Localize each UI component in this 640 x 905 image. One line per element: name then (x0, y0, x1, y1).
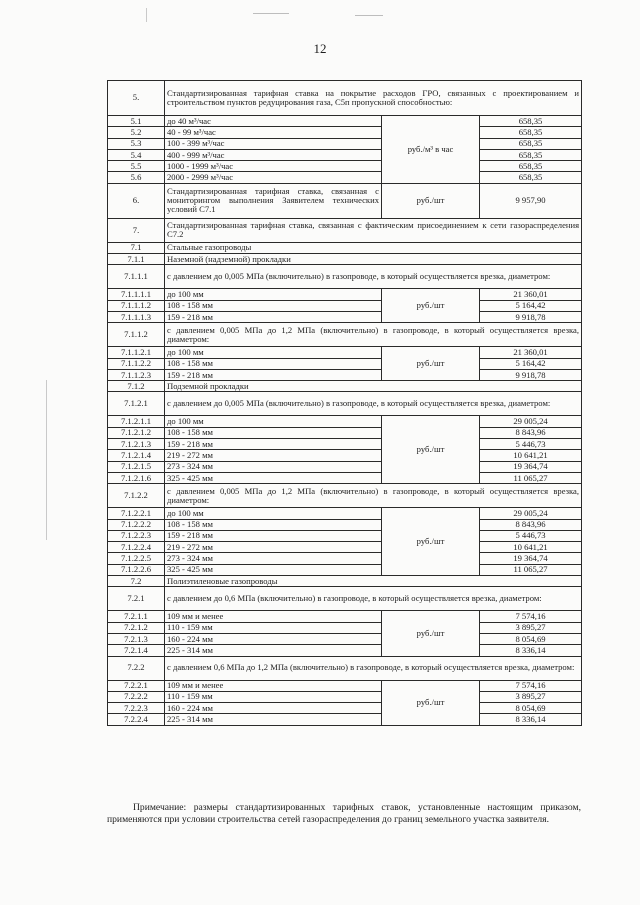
row-description: с давлением до 0,005 МПа (включительно) в газопроводе, в который осуществляется врезка, диаметром: (165, 392, 582, 416)
unit-cell: руб./шт (382, 680, 480, 725)
row-number: 7.1.2.1 (108, 392, 165, 416)
row-number: 7.1.2.2.6 (108, 564, 165, 575)
table-row (108, 564, 582, 575)
row-label: 1000 - 1999 м³/час (165, 161, 382, 172)
row-label: 159 - 218 мм (165, 439, 382, 450)
row-number: 7.1.2.2.3 (108, 530, 165, 541)
table-row (108, 508, 582, 519)
row-description: Полиэтиленовые газопроводы (165, 576, 582, 587)
row-number: 7.2.2.2 (108, 691, 165, 702)
row-description: с давлением до 0,6 МПа (включительно) в газопроводе, в который осуществляется врезка, диаметром: (165, 587, 582, 611)
row-description: Наземной (надземной) прокладки (165, 254, 582, 265)
row-description: с давлением 0,005 МПа до 1,2 МПа (включительно) в газопроводе, в который осуществляется врезка, диаметром: (165, 323, 582, 347)
row-value: 3 895,27 (480, 691, 582, 702)
row-number: 7.2.1.1 (108, 611, 165, 622)
row-value: 7 574,16 (480, 680, 582, 691)
table-row (108, 311, 582, 322)
row-label: 160 - 224 мм (165, 703, 382, 714)
row-label: до 40 м³/час (165, 116, 382, 127)
table-row (108, 300, 582, 311)
row-value: 5 446,73 (480, 530, 582, 541)
table-row (108, 576, 582, 587)
row-number: 7.2.2 (108, 656, 165, 680)
row-label: до 100 мм (165, 347, 382, 358)
row-number: 7.1.2.2.4 (108, 542, 165, 553)
row-value: 10 641,21 (480, 542, 582, 553)
row-label: 219 - 272 мм (165, 450, 382, 461)
table-row (108, 656, 582, 680)
page-number: 12 (313, 41, 327, 56)
table-row (108, 553, 582, 564)
table-row (108, 714, 582, 725)
table-row (108, 645, 582, 656)
row-description: с давлением 0,005 МПа до 1,2 МПа (включительно) в газопроводе, в который осуществляется врезка, диаметром: (165, 484, 582, 508)
row-value: 3 895,27 (480, 622, 582, 633)
table-row (108, 149, 582, 160)
table-row (108, 161, 582, 172)
table-row (108, 416, 582, 427)
row-label: 159 - 218 мм (165, 369, 382, 380)
row-label: 225 - 314 мм (165, 714, 382, 725)
row-number: 7.2.1.3 (108, 633, 165, 644)
row-label: 325 - 425 мм (165, 564, 382, 575)
table-row (108, 703, 582, 714)
row-number: 7.1.1.1.2 (108, 300, 165, 311)
row-number: 7.1.1.2 (108, 323, 165, 347)
table-row (108, 172, 582, 183)
row-number: 7.1.2.2.2 (108, 519, 165, 530)
row-description: с давлением 0,6 МПа до 1,2 МПа (включительно) в газопроводе, в который осуществляется врезка, диаметром: (165, 656, 582, 680)
row-label: 109 мм и менее (165, 611, 382, 622)
scan-artifact (46, 380, 47, 540)
table-row (108, 427, 582, 438)
unit-cell: руб./шт (382, 289, 480, 323)
scan-artifact (146, 8, 147, 22)
row-label: 108 - 158 мм (165, 300, 382, 311)
table-row (108, 530, 582, 541)
row-number: 7.1.1.1.1 (108, 289, 165, 300)
table-row (108, 472, 582, 483)
table-row (108, 81, 582, 116)
table-row (108, 369, 582, 380)
row-number: 7.1.2.2.5 (108, 553, 165, 564)
table-row (108, 218, 582, 242)
row-value: 8 843,96 (480, 427, 582, 438)
row-number: 7.1.2 (108, 381, 165, 392)
table-row (108, 633, 582, 644)
row-label: 219 - 272 мм (165, 542, 382, 553)
row-label: 109 мм и менее (165, 680, 382, 691)
row-value: 19 364,74 (480, 553, 582, 564)
row-description: Подземной прокладки (165, 381, 582, 392)
table-row (108, 242, 582, 253)
row-number: 7.1.2.1.6 (108, 472, 165, 483)
row-number: 7.2.2.3 (108, 703, 165, 714)
unit-cell: руб./шт (382, 183, 480, 218)
row-value: 658,35 (480, 138, 582, 149)
row-value: 29 005,24 (480, 508, 582, 519)
row-number: 7.1.2.2.1 (108, 508, 165, 519)
table-row (108, 519, 582, 530)
row-number: 7.2.1.4 (108, 645, 165, 656)
table-row (108, 484, 582, 508)
table-row (108, 622, 582, 633)
scan-artifact (253, 13, 289, 14)
row-label: 108 - 158 мм (165, 427, 382, 438)
row-label: 40 - 99 м³/час (165, 127, 382, 138)
row-number: 7.2 (108, 576, 165, 587)
row-label: 273 - 324 мм (165, 461, 382, 472)
tariff-table (107, 80, 582, 726)
table-row (108, 323, 582, 347)
table-row (108, 183, 582, 218)
row-label: 110 - 159 мм (165, 691, 382, 702)
table-row (108, 542, 582, 553)
row-number: 5. (108, 81, 165, 116)
row-description: Стальные газопроводы (165, 242, 582, 253)
row-value: 10 641,21 (480, 450, 582, 461)
row-value: 8 336,14 (480, 714, 582, 725)
row-label: 108 - 158 мм (165, 519, 382, 530)
unit-cell: руб./шт (382, 611, 480, 656)
row-value: 9 918,78 (480, 369, 582, 380)
row-label: 273 - 324 мм (165, 553, 382, 564)
table-row (108, 461, 582, 472)
row-number: 7. (108, 218, 165, 242)
table-row (108, 691, 582, 702)
table-row (108, 116, 582, 127)
unit-cell: руб./шт (382, 416, 480, 484)
row-number: 5.3 (108, 138, 165, 149)
row-value: 5 164,42 (480, 300, 582, 311)
table-row (108, 381, 582, 392)
row-label: 325 - 425 мм (165, 472, 382, 483)
row-number: 7.1.1 (108, 254, 165, 265)
table-row (108, 138, 582, 149)
row-label: до 100 мм (165, 416, 382, 427)
row-number: 7.1 (108, 242, 165, 253)
row-value: 8 054,69 (480, 703, 582, 714)
unit-cell: руб./м³ в час (382, 116, 480, 184)
row-value: 5 446,73 (480, 439, 582, 450)
row-number: 7.1.1.2.2 (108, 358, 165, 369)
row-number: 7.1.1.1 (108, 265, 165, 289)
row-value: 19 364,74 (480, 461, 582, 472)
row-number: 7.1.1.2.3 (108, 369, 165, 380)
row-label: до 100 мм (165, 508, 382, 519)
row-value: 8 843,96 (480, 519, 582, 530)
row-value: 29 005,24 (480, 416, 582, 427)
row-value: 658,35 (480, 172, 582, 183)
row-description: с давлением до 0,005 МПа (включительно) в газопроводе, в который осуществляется врезка, диаметром: (165, 265, 582, 289)
row-value: 658,35 (480, 149, 582, 160)
table-row (108, 680, 582, 691)
row-number: 7.1.2.1.5 (108, 461, 165, 472)
row-number: 7.2.1.2 (108, 622, 165, 633)
row-number: 5.1 (108, 116, 165, 127)
row-value: 9 957,90 (480, 183, 582, 218)
row-label: 110 - 159 мм (165, 622, 382, 633)
row-label: до 100 мм (165, 289, 382, 300)
row-description: Стандартизированная тарифная ставка на покрытие расходов ГРО, связанных с проектированием и строительством пунктов редуцирования газа, C5п пропускной способностью: (165, 81, 582, 116)
row-number: 7.2.2.4 (108, 714, 165, 725)
row-number: 7.2.2.1 (108, 680, 165, 691)
table-row (108, 439, 582, 450)
row-value: 7 574,16 (480, 611, 582, 622)
row-description: Стандартизированная тарифная ставка, связанная с фактическим присоединением к сети газораспределения C7.2 (165, 218, 582, 242)
row-number: 7.1.2.1.3 (108, 439, 165, 450)
row-number: 5.6 (108, 172, 165, 183)
row-value: 658,35 (480, 161, 582, 172)
row-label: 2000 - 2999 м³/час (165, 172, 382, 183)
row-value: 21 360,01 (480, 289, 582, 300)
row-value: 8 336,14 (480, 645, 582, 656)
table-row (108, 587, 582, 611)
row-label: 100 - 399 м³/час (165, 138, 382, 149)
row-label: 108 - 158 мм (165, 358, 382, 369)
footnote: Примечание: размеры стандартизированных тарифных ставок, установленные настоящим приказом, применяются при условии строительства сетей газораспределения до границ земельного участка заявителя. (107, 802, 581, 826)
table-row (108, 265, 582, 289)
row-value: 11 065,27 (480, 564, 582, 575)
table-row (108, 358, 582, 369)
row-label: 159 - 218 мм (165, 311, 382, 322)
table-row (108, 611, 582, 622)
row-label: 400 - 999 м³/час (165, 149, 382, 160)
unit-cell: руб./шт (382, 347, 480, 381)
row-description: Стандартизированная тарифная ставка, связанная с мониторингом выполнения Заявителем технических условий C7.1 (165, 183, 382, 218)
unit-cell: руб./шт (382, 508, 480, 576)
table-row (108, 127, 582, 138)
table-row (108, 289, 582, 300)
row-value: 8 054,69 (480, 633, 582, 644)
row-value: 11 065,27 (480, 472, 582, 483)
row-value: 5 164,42 (480, 358, 582, 369)
row-label: 160 - 224 мм (165, 633, 382, 644)
row-label: 159 - 218 мм (165, 530, 382, 541)
row-value: 658,35 (480, 127, 582, 138)
row-number: 5.5 (108, 161, 165, 172)
table-row (108, 254, 582, 265)
row-number: 7.1.2.1.4 (108, 450, 165, 461)
table-row (108, 392, 582, 416)
row-number: 7.1.2.1.2 (108, 427, 165, 438)
table-row (108, 450, 582, 461)
row-number: 7.2.1 (108, 587, 165, 611)
row-number: 7.1.2.1.1 (108, 416, 165, 427)
row-number: 5.4 (108, 149, 165, 160)
row-number: 6. (108, 183, 165, 218)
row-number: 5.2 (108, 127, 165, 138)
row-number: 7.1.2.2 (108, 484, 165, 508)
row-value: 9 918,78 (480, 311, 582, 322)
table-row (108, 347, 582, 358)
row-label: 225 - 314 мм (165, 645, 382, 656)
row-value: 21 360,01 (480, 347, 582, 358)
row-number: 7.1.1.1.3 (108, 311, 165, 322)
row-number: 7.1.1.2.1 (108, 347, 165, 358)
row-value: 658,35 (480, 116, 582, 127)
scan-artifact (355, 15, 383, 16)
